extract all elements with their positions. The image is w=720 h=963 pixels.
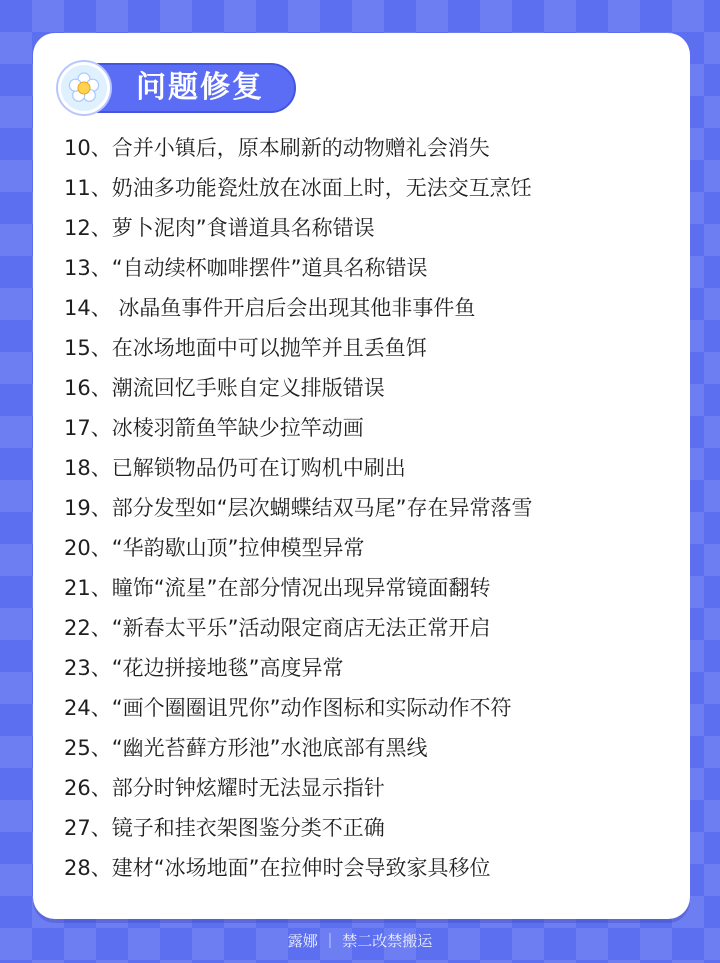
issue-item: 24、“画个圈圈诅咒你”动作图标和实际动作不符 <box>64 696 512 720</box>
issue-item: 16、潮流回忆手账自定义排版错误 <box>64 376 385 400</box>
footer-credit: 露娜 ｜ 禁二改禁搬运 <box>287 932 433 950</box>
issue-item: 17、冰棱羽箭鱼竿缺少拉竿动画 <box>64 416 364 440</box>
issue-item: 20、“华韵歇山顶”拉伸模型异常 <box>64 536 365 560</box>
flower-icon <box>67 71 101 105</box>
section-header <box>60 63 296 113</box>
issue-item: 13、“自动续杯咖啡摆件”道具名称错误 <box>64 256 428 280</box>
issue-list <box>64 128 684 888</box>
issue-item: 14、 冰晶鱼事件开启后会出现其他非事件鱼 <box>64 296 476 320</box>
issue-item: 28、建材“冰场地面”在拉伸时会导致家具移位 <box>64 856 491 880</box>
issue-item: 23、“花边拼接地毯”高度异常 <box>64 656 344 680</box>
issue-item: 11、奶油多功能瓷灶放在冰面上时，无法交互烹饪 <box>64 176 532 200</box>
issue-item: 26、部分时钟炫耀时无法显示指针 <box>64 776 385 800</box>
issue-item: 25、“幽光苔藓方形池”水池底部有黑线 <box>64 736 428 760</box>
flower-badge <box>58 62 110 114</box>
issue-item: 12、萝卜泥肉”食谱道具名称错误 <box>64 216 375 240</box>
issue-item: 19、部分发型如“层次蝴蝶结双马尾”存在异常落雪 <box>64 496 533 520</box>
issue-item: 22、“新春太平乐”活动限定商店无法正常开启 <box>64 616 491 640</box>
issue-item: 15、在冰场地面中可以抛竿并且丢鱼饵 <box>64 336 427 360</box>
issue-item: 21、瞳饰“流星”在部分情况出现异常镜面翻转 <box>64 576 491 600</box>
issue-item: 10、合并小镇后，原本刷新的动物赠礼会消失 <box>64 136 490 160</box>
issue-item: 27、镜子和挂衣架图鉴分类不正确 <box>64 816 385 840</box>
issue-item: 18、已解锁物品仍可在订购机中刷出 <box>64 456 406 480</box>
section-title: 问题修复 <box>136 70 264 105</box>
